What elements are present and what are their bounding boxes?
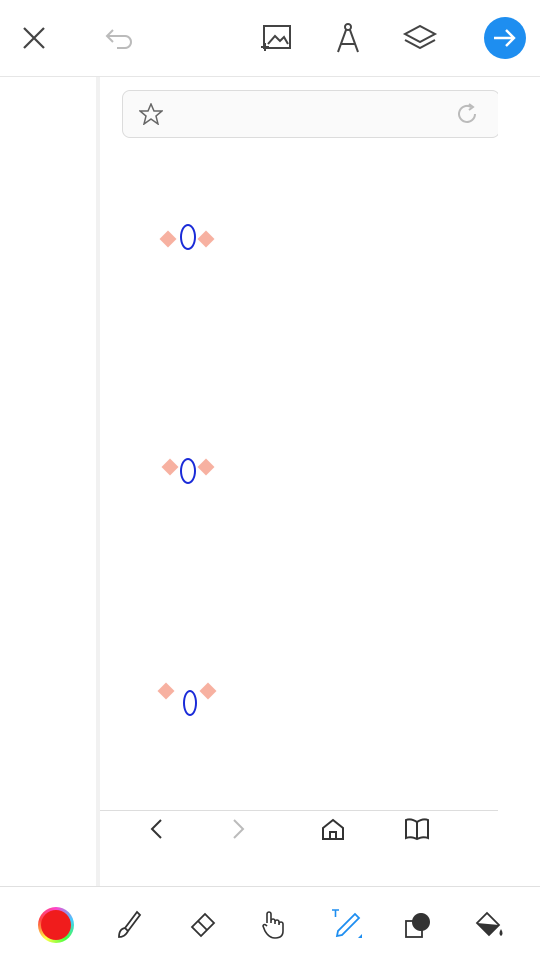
color-wheel-icon bbox=[38, 907, 74, 943]
back-button[interactable] bbox=[122, 817, 192, 845]
highlight-mark bbox=[158, 683, 175, 700]
compass-icon[interactable] bbox=[326, 16, 370, 60]
current-color bbox=[41, 910, 71, 940]
shape-icon bbox=[402, 909, 434, 941]
smudge-button[interactable] bbox=[254, 905, 294, 945]
text-pen-icon bbox=[329, 908, 363, 942]
highlight-mark bbox=[160, 231, 177, 248]
eraser-icon bbox=[187, 910, 217, 940]
drawing-toolbar bbox=[0, 886, 540, 961]
layers-icon[interactable] bbox=[398, 16, 442, 60]
browser-screenshot bbox=[100, 76, 498, 886]
undo-icon[interactable] bbox=[96, 16, 140, 60]
brush-icon bbox=[113, 909, 143, 941]
paint-bucket-icon bbox=[471, 909, 505, 941]
star-icon[interactable] bbox=[139, 103, 163, 125]
editor-toolbar bbox=[0, 0, 540, 77]
color-picker-button[interactable] bbox=[36, 905, 76, 945]
bookmark-button[interactable] bbox=[382, 817, 452, 845]
fill-button[interactable] bbox=[468, 905, 508, 945]
circle-mark bbox=[183, 690, 197, 716]
text-pen-button[interactable] bbox=[326, 905, 366, 945]
shape-button[interactable] bbox=[398, 905, 438, 945]
chevron-right-icon bbox=[228, 817, 248, 841]
forward-button[interactable] bbox=[203, 817, 273, 845]
highlight-mark bbox=[162, 459, 179, 476]
finger-icon bbox=[259, 909, 289, 941]
browser-bottom-nav bbox=[100, 810, 498, 886]
home-icon bbox=[320, 817, 346, 841]
brush-button[interactable] bbox=[108, 905, 148, 945]
circle-mark bbox=[180, 224, 196, 250]
home-button[interactable] bbox=[298, 817, 368, 845]
reload-icon[interactable] bbox=[455, 102, 479, 126]
add-image-icon[interactable] bbox=[254, 16, 298, 60]
highlight-mark bbox=[200, 683, 217, 700]
next-button[interactable] bbox=[484, 17, 526, 59]
book-icon bbox=[403, 817, 431, 841]
circle-mark bbox=[180, 458, 196, 484]
close-icon[interactable] bbox=[12, 16, 56, 60]
chevron-left-icon bbox=[147, 817, 167, 841]
highlight-mark bbox=[198, 459, 215, 476]
address-bar[interactable] bbox=[122, 90, 498, 138]
highlight-mark bbox=[198, 231, 215, 248]
eraser-button[interactable] bbox=[182, 905, 222, 945]
